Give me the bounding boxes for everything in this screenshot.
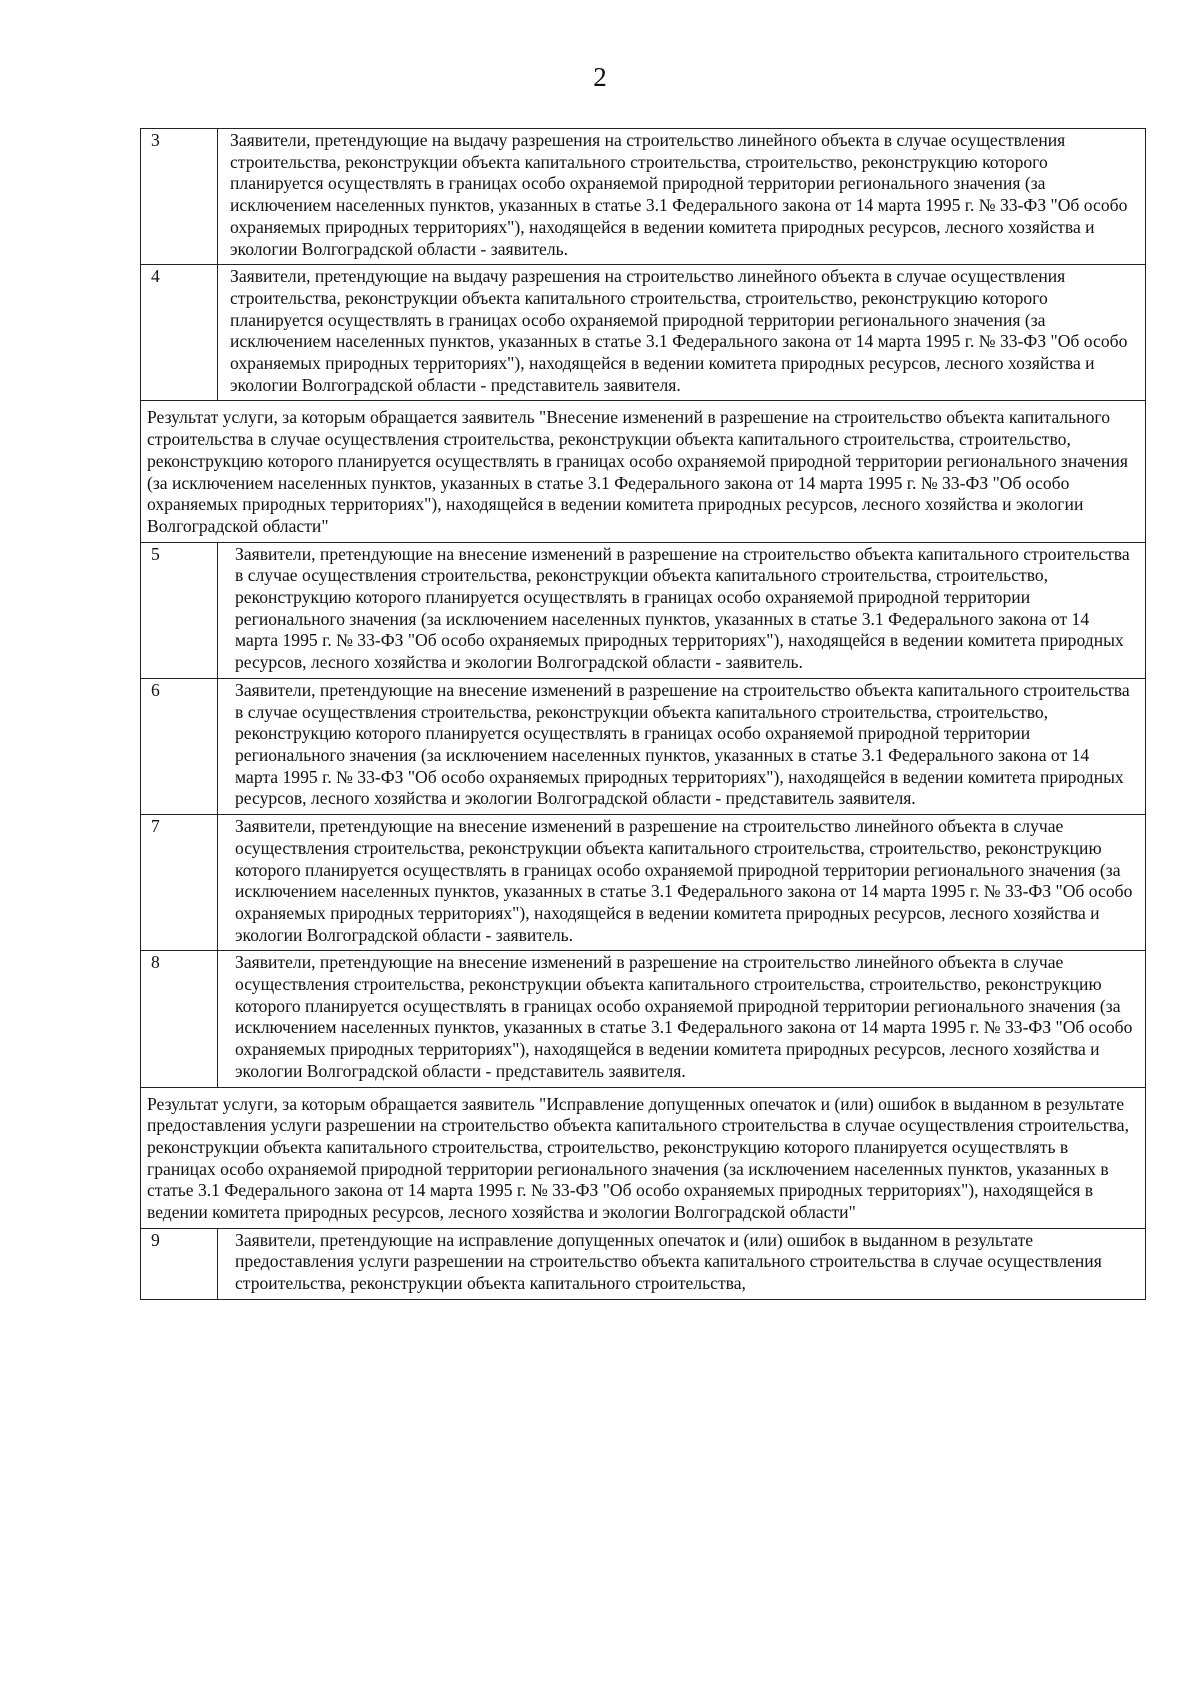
row-number: 7: [141, 815, 218, 951]
row-number: 5: [141, 542, 218, 678]
service-result-row: [141, 401, 1146, 542]
table-row: [141, 815, 1146, 951]
row-number: 8: [141, 951, 218, 1087]
service-result-text: Результат услуги, за которым обращается заявитель "Исправление допущенных опечаток и (или) ошибок в выданном в результате предоставления услуги разрешении на строительство объекта капитального строительства в случае осуществления строительства, реконструкции объекта капитального строительства, строительство, реконструкцию которого планируется осуществлять в границах особо охраняемой природной территории регионального значения (за исключением населенных пунктов, указанных в статье 3.1 Федерального закона от 14 марта 1995 г. № 33-ФЗ "Об особо охраняемых природных территориях"), находящейся в ведении комитета природных ресурсов, лесного хозяйства и экологии Волгоградской области": [141, 1087, 1146, 1228]
table-row: [141, 1228, 1146, 1299]
row-text: Заявители, претендующие на выдачу разрешения на строительство линейного объекта в случае осуществления строительства, реконструкции объекта капитального строительства, строительство, реконструкцию которого планируется осуществлять в границах особо охраняемой природной территории регионального значения (за исключением населенных пунктов, указанных в статье 3.1 Федерального закона от 14 марта 1995 г. № 33-ФЗ "Об особо охраняемых природных территориях"), находящейся в ведении комитета природных ресурсов, лесного хозяйства и экологии Волгоградской области - представитель заявителя.: [218, 265, 1146, 401]
row-text: Заявители, претендующие на внесение изменений в разрешение на строительство линейного объекта в случае осуществления строительства, реконструкции объекта капитального строительства, строительство, реконструкцию которого планируется осуществлять в границах особо охраняемой природной территории регионального значения (за исключением населенных пунктов, указанных в статье 3.1 Федерального закона от 14 марта 1995 г. № 33-ФЗ "Об особо охраняемых природных территориях"), находящейся в ведении комитета природных ресурсов, лесного хозяйства и экологии Волгоградской области - заявитель.: [218, 815, 1146, 951]
row-number: 9: [141, 1228, 218, 1299]
row-number: 4: [141, 265, 218, 401]
service-result-row: [141, 1087, 1146, 1228]
row-text: Заявители, претендующие на внесение изменений в разрешение на строительство объекта капитального строительства в случае осуществления строительства, реконструкции объекта капитального строительства, строительство, реконструкцию которого планируется осуществлять в границах особо охраняемой природной территории регионального значения (за исключением населенных пунктов, указанных в статье 3.1 Федерального закона от 14 марта 1995 г. № 33-ФЗ "Об особо охраняемых природных территориях"), находящейся в ведении комитета природных ресурсов, лесного хозяйства и экологии Волгоградской области - заявитель.: [218, 542, 1146, 678]
row-number: 6: [141, 678, 218, 814]
table-row: [141, 678, 1146, 814]
row-text: Заявители, претендующие на исправление допущенных опечаток и (или) ошибок в выданном в результате предоставления услуги разрешении на строительство объекта капитального строительства в случае осуществления строительства, реконструкции объекта капитального строительства,: [218, 1228, 1146, 1299]
page-number: 2: [593, 62, 607, 92]
row-text: Заявители, претендующие на выдачу разрешения на строительство линейного объекта в случае осуществления строительства, реконструкции объекта капитального строительства, строительство, реконструкцию которого планируется осуществлять в границах особо охраняемой природной территории регионального значения (за исключением населенных пунктов, указанных в статье 3.1 Федерального закона от 14 марта 1995 г. № 33-ФЗ "Об особо охраняемых природных территориях"), находящейся в ведении комитета природных ресурсов, лесного хозяйства и экологии Волгоградской области - заявитель.: [218, 129, 1146, 265]
table-row: [141, 951, 1146, 1087]
row-text: Заявители, претендующие на внесение изменений в разрешение на строительство объекта капитального строительства в случае осуществления строительства, реконструкции объекта капитального строительства, строительство, реконструкцию которого планируется осуществлять в границах особо охраняемой природной территории регионального значения (за исключением населенных пунктов, указанных в статье 3.1 Федерального закона от 14 марта 1995 г. № 33-ФЗ "Об особо охраняемых природных территориях"), находящейся в ведении комитета природных ресурсов, лесного хозяйства и экологии Волгоградской области - представитель заявителя.: [218, 678, 1146, 814]
applicants-table: [140, 128, 1146, 1300]
table-row: [141, 129, 1146, 265]
service-result-text: Результат услуги, за которым обращается заявитель "Внесение изменений в разрешение на строительство объекта капитального строительства в случае осуществления строительства, реконструкции объекта капитального строительства, строительство, реконструкцию которого планируется осуществлять в границах особо охраняемой природной территории регионального значения (за исключением населенных пунктов, указанных в статье 3.1 Федерального закона от 14 марта 1995 г. № 33-ФЗ "Об особо охраняемых природных территориях"), находящейся в ведении комитета природных ресурсов, лесного хозяйства и экологии Волгоградской области": [141, 401, 1146, 542]
table-row: [141, 265, 1146, 401]
row-number: 3: [141, 129, 218, 265]
row-text: Заявители, претендующие на внесение изменений в разрешение на строительство линейного объекта в случае осуществления строительства, реконструкции объекта капитального строительства, строительство, реконструкцию которого планируется осуществлять в границах особо охраняемой природной территории регионального значения (за исключением населенных пунктов, указанных в статье 3.1 Федерального закона от 14 марта 1995 г. № 33-ФЗ "Об особо охраняемых природных территориях"), находящейся в ведении комитета природных ресурсов, лесного хозяйства и экологии Волгоградской области - представитель заявителя.: [218, 951, 1146, 1087]
table-row: [141, 542, 1146, 678]
